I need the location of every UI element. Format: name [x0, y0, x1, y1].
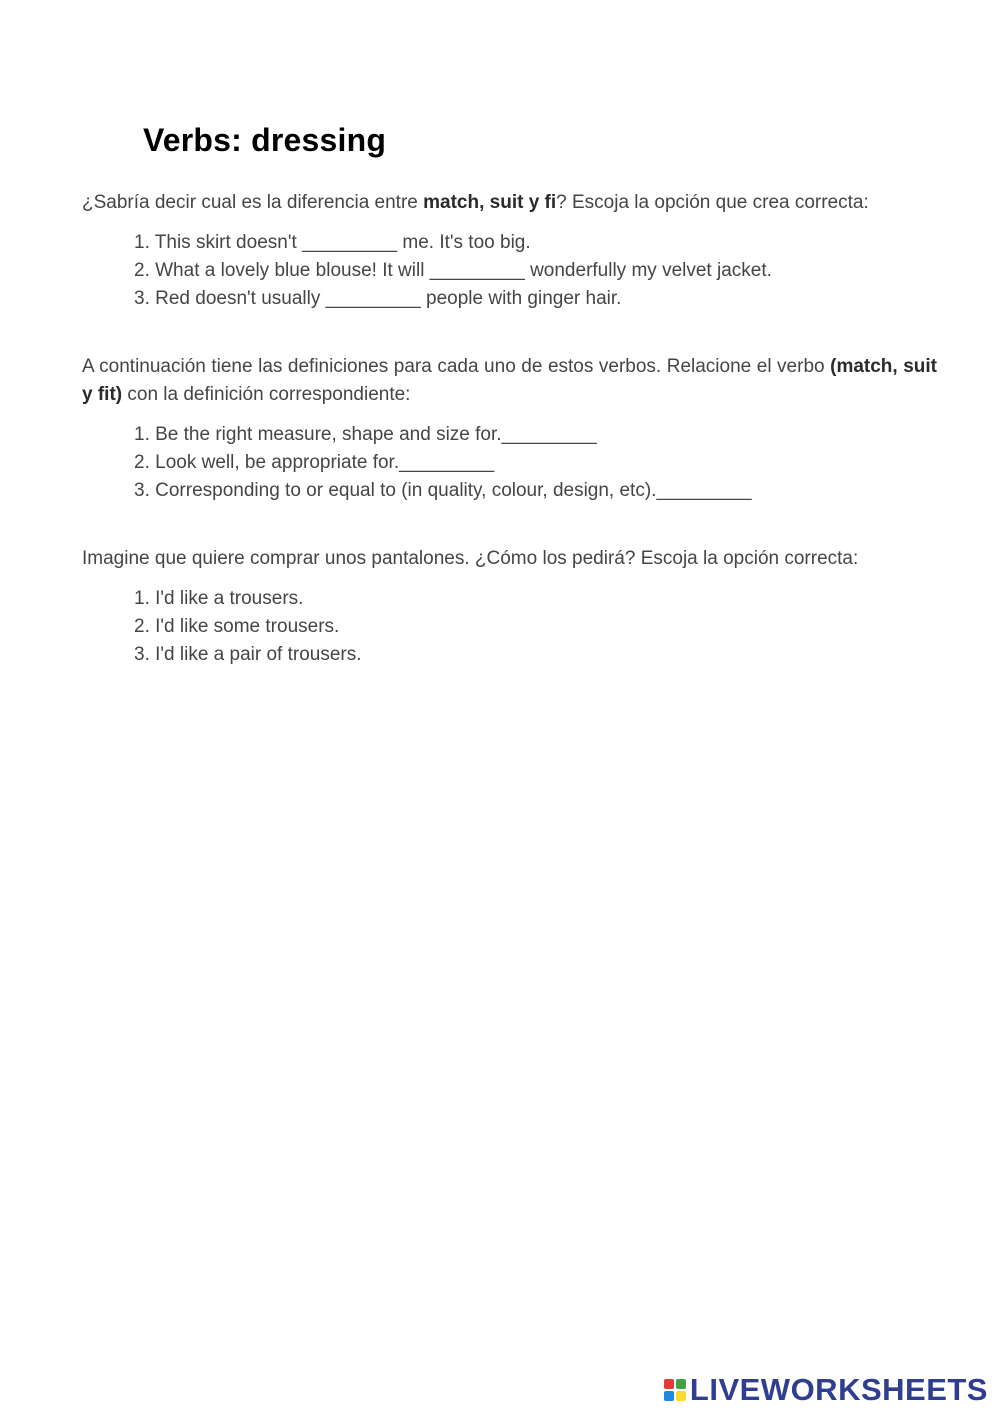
logo-square-red: [664, 1379, 674, 1389]
page-title: Verbs: dressing: [143, 122, 387, 158]
section1-intro-text: ¿Sabría decir cual es la diferencia entre: [82, 192, 424, 213]
section2-list: [134, 421, 752, 505]
section2-intro-bold: (match, suit y fit): [82, 356, 937, 405]
section2-intro: [82, 353, 937, 409]
section1-list: [134, 229, 772, 313]
list-item: 2. Look well, be appropriate for._________: [134, 452, 495, 473]
section3-list: [134, 585, 362, 669]
list-item: 1. I'd like a trousers.: [134, 588, 304, 609]
brand-name: LIVEWORKSHEETS: [689, 1372, 988, 1407]
logo-square-blue: [664, 1391, 674, 1401]
logo-squares-icon: [664, 1379, 686, 1401]
list-item: 3. I'd like a pair of trousers.: [134, 644, 362, 665]
liveworksheets-logo: [664, 1372, 988, 1408]
section1-intro-text-end: ? Escoja la opción que crea correcta:: [556, 192, 869, 213]
section2-intro-text: A continuación tiene las definiciones para cada uno de estos verbos. Relacione el verbo: [82, 356, 831, 377]
section3-intro: Imagine que quiere comprar unos pantalones. ¿Cómo los pedirá? Escoja la opción correcta:: [82, 548, 859, 569]
list-item: 2. I'd like some trousers.: [134, 616, 340, 637]
list-item: 1. Be the right measure, shape and size for._________: [134, 424, 597, 445]
logo-square-green: [676, 1379, 686, 1389]
section1-intro-bold: match, suit y fi: [423, 192, 557, 213]
list-item: 3. Corresponding to or equal to (in quality, colour, design, etc)._________: [134, 480, 752, 501]
section2-intro-text-end: con la definición correspondiente:: [122, 384, 411, 405]
logo-square-yellow: [676, 1391, 686, 1401]
section1-intro: [82, 189, 937, 217]
list-item: 2. What a lovely blue blouse! It will _________ wonderfully my velvet jacket.: [134, 260, 772, 281]
list-item: 1. This skirt doesn't _________ me. It's too big.: [134, 232, 531, 253]
list-item: 3. Red doesn't usually _________ people with ginger hair.: [134, 288, 622, 309]
